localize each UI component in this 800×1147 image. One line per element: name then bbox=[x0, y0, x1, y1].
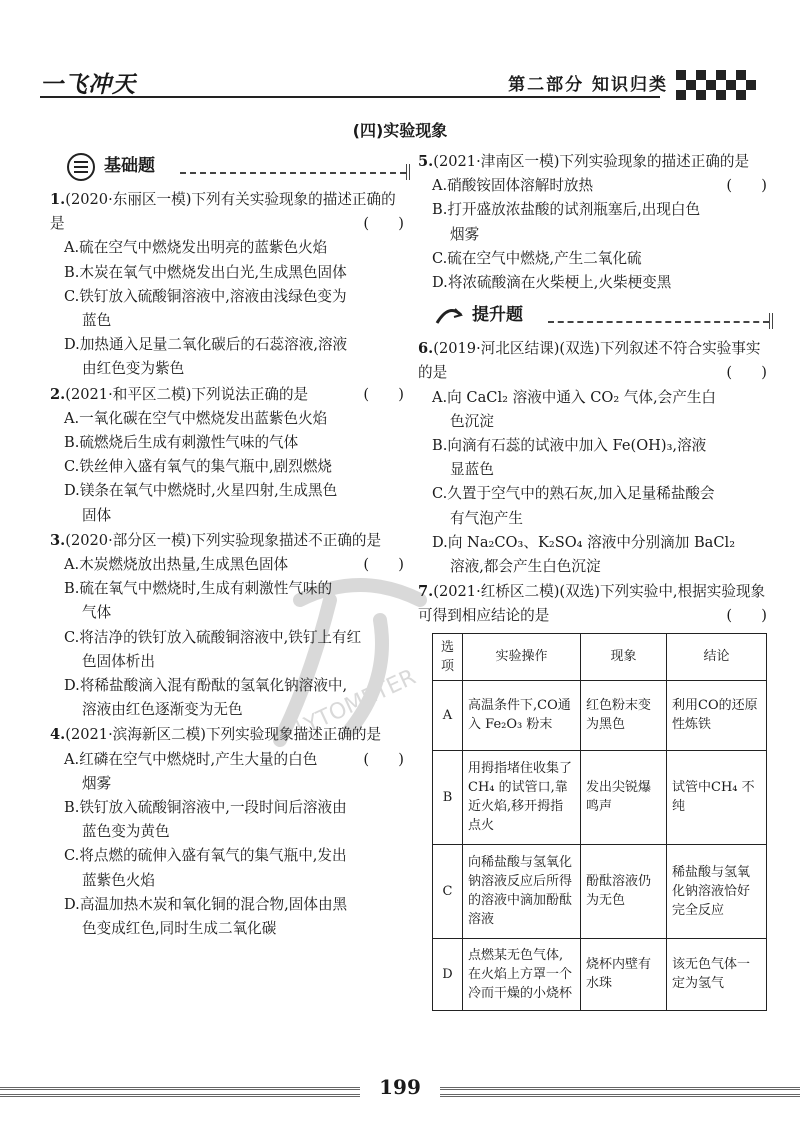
option-b: B.木炭在氧气中燃烧发出白光,生成黑色固体 bbox=[64, 263, 347, 281]
option-b-text: B.硫在氧气中燃烧时,生成有刺激性气味的 bbox=[64, 580, 333, 598]
watermark-text: LYTOMETER bbox=[292, 664, 420, 742]
cell-conclusion: 稀盐酸与氢氧化钠溶液恰好完全反应 bbox=[667, 844, 767, 938]
cell-operation: 向稀盐酸与氢氧化钠溶液反应后所得的溶液中滴加酚酞溶液 bbox=[463, 844, 581, 938]
option-d-cont: 色变成红色,同时生成二氧化碳 bbox=[82, 920, 277, 938]
cell-conclusion: 试管中CH₄ 不纯 bbox=[667, 750, 767, 844]
option-a-text: A.红磷在空气中燃烧时,产生大量的白色 bbox=[64, 750, 318, 768]
option-a: A.硝酸铵固体溶解时放热 bbox=[432, 177, 594, 195]
cell-option: A bbox=[433, 680, 463, 750]
banner-basic-label: 基础题 bbox=[104, 156, 155, 176]
banner-end bbox=[406, 164, 410, 180]
option-b-text: B.向滴有石蕊的试液中加入 Fe(OH)₃,溶液 bbox=[432, 437, 707, 455]
question-number: 5. bbox=[418, 153, 434, 170]
header-conclusion: 结论 bbox=[667, 633, 767, 680]
cell-phenomenon: 发出尖锐爆鸣声 bbox=[581, 750, 667, 844]
option-c-cont: 有气泡产生 bbox=[450, 509, 523, 527]
cell-operation: 点燃某无色气体,在火焰上方罩一个冷而干燥的小烧杯 bbox=[463, 938, 581, 1010]
banner-end bbox=[769, 313, 773, 329]
banner-advanced-label: 提升题 bbox=[472, 305, 523, 326]
cell-phenomenon: 红色粉末变为黑色 bbox=[581, 680, 667, 750]
question-number: 4. bbox=[50, 726, 66, 744]
option-d-cont: 溶液,都会产生白色沉淀 bbox=[450, 558, 601, 576]
option-a: A.木炭燃烧放出热量,生成黑色固体 bbox=[64, 556, 289, 574]
cell-operation: 高温条件下,CO通入 Fe₂O₃ 粉末 bbox=[463, 680, 581, 750]
table-row bbox=[433, 938, 767, 1010]
answer-blank: ( ) bbox=[363, 385, 404, 403]
footer-ornament-right bbox=[440, 1087, 800, 1097]
option-b-text: B.打开盛放浓盐酸的试剂瓶塞后,出现白色 bbox=[432, 201, 701, 219]
question-2 bbox=[50, 383, 410, 528]
question-stem: (2020·部分区一模)下列实验现象描述不正确的是 bbox=[65, 531, 382, 549]
question-7 bbox=[418, 580, 773, 1010]
answer-blank: ( ) bbox=[726, 607, 767, 625]
question-number: 3. bbox=[50, 531, 66, 549]
option-b bbox=[50, 796, 410, 844]
option-c bbox=[418, 482, 773, 530]
option-d-text: D.镁条在氧气中燃烧时,火星四射,生成黑色 bbox=[64, 482, 338, 500]
option-d-text: D.高温加热木炭和氧化铜的混合物,固体由黑 bbox=[64, 895, 348, 913]
basic-badge-icon bbox=[66, 152, 96, 182]
experiment-table bbox=[432, 633, 767, 1011]
table-row bbox=[433, 844, 767, 938]
option-b-cont: 气体 bbox=[82, 604, 112, 622]
option-c bbox=[50, 844, 410, 892]
answer-blank: ( ) bbox=[726, 177, 767, 195]
book-logo: 一飞冲天 bbox=[40, 72, 136, 98]
option-a bbox=[418, 386, 773, 434]
footer-ornament-left bbox=[0, 1087, 360, 1097]
table-header-row bbox=[433, 633, 767, 680]
question-5 bbox=[418, 150, 773, 295]
answer-blank: ( ) bbox=[363, 556, 404, 574]
answer-blank: ( ) bbox=[363, 750, 404, 768]
header-option: 选项 bbox=[433, 633, 463, 680]
cell-phenomenon: 酚酞溶液仍为无色 bbox=[581, 844, 667, 938]
question-number: 1. bbox=[50, 191, 66, 208]
right-column bbox=[418, 150, 773, 1012]
header-phenomenon: 现象 bbox=[581, 633, 667, 680]
option-b bbox=[418, 434, 773, 482]
question-1 bbox=[50, 188, 410, 382]
option-d-cont: 由红色变为紫色 bbox=[82, 360, 185, 378]
option-a-cont: 烟雾 bbox=[82, 774, 112, 792]
cell-option: D bbox=[433, 938, 463, 1010]
watermark-logo-icon bbox=[240, 560, 470, 760]
option-c-text: C.将洁净的铁钉放入硫酸铜溶液中,铁钉上有红 bbox=[64, 628, 362, 646]
header-section-title: 第二部分 知识归类 bbox=[508, 75, 668, 95]
question-stem: (2020·东丽区一模)下列有关实验现象的描述正确的是 bbox=[50, 191, 396, 233]
option-d-text: D.向 Na₂CO₃、K₂SO₄ 溶液中分别滴加 BaCl₂ bbox=[432, 533, 736, 551]
option-d: D.将浓硫酸滴在火柴梗上,火柴梗变黑 bbox=[432, 274, 672, 292]
banner-rule bbox=[180, 172, 406, 174]
advanced-badge-icon bbox=[434, 301, 464, 331]
option-b-text: B.铁钉放入硫酸铜溶液中,一段时间后溶液由 bbox=[64, 799, 347, 817]
option-a: A.硫在空气中燃烧发出明亮的蓝紫色火焰 bbox=[64, 239, 328, 257]
option-b: B.硫燃烧后生成有刺激性气味的气体 bbox=[64, 434, 299, 452]
page-number: 199 bbox=[379, 1075, 421, 1099]
option-b-cont: 蓝色变为黄色 bbox=[82, 823, 170, 841]
option-d bbox=[50, 333, 410, 381]
cell-option: B bbox=[433, 750, 463, 844]
option-d bbox=[418, 531, 773, 579]
option-c-text: C.久置于空气中的熟石灰,加入足量稀盐酸会 bbox=[432, 485, 715, 503]
page-header bbox=[40, 64, 760, 100]
option-b-cont: 烟雾 bbox=[450, 225, 480, 243]
banner-advanced bbox=[418, 299, 773, 333]
question-stem: (2021·津南区一模)下列实验现象的描述正确的是 bbox=[433, 153, 750, 170]
header-operation: 实验操作 bbox=[463, 633, 581, 680]
option-b-cont: 显蓝色 bbox=[450, 461, 494, 479]
option-d bbox=[50, 893, 410, 941]
option-b bbox=[418, 198, 773, 246]
option-a: A.一氧化碳在空气中燃烧发出蓝紫色火焰 bbox=[64, 409, 328, 427]
banner-basic bbox=[50, 150, 410, 184]
question-number: 6. bbox=[418, 340, 434, 358]
question-number: 7. bbox=[418, 583, 434, 601]
cell-option: C bbox=[433, 844, 463, 938]
question-stem: (2019·河北区结课)(双选)下列叙述不符合实验事实的是 bbox=[418, 340, 761, 382]
page-footer bbox=[0, 1075, 800, 1115]
option-a-cont: 色沉淀 bbox=[450, 412, 494, 430]
option-c-text: C.将点燃的硫伸入盛有氧气的集气瓶中,发出 bbox=[64, 847, 347, 865]
option-d-text: D.加热通入足量二氧化碳后的石蕊溶液,溶液 bbox=[64, 336, 348, 354]
option-c bbox=[50, 285, 410, 333]
option-d-cont: 固体 bbox=[82, 506, 112, 524]
question-stem: (2021·和平区二模)下列说法正确的是 bbox=[65, 385, 309, 403]
cell-conclusion: 该无色气体一定为氢气 bbox=[667, 938, 767, 1010]
answer-blank: ( ) bbox=[726, 364, 767, 382]
question-stem: (2021·红桥区二模)(双选)下列实验中,根据实验现象可得到相应结论的是 bbox=[418, 583, 766, 625]
cell-conclusion: 利用CO的还原性炼铁 bbox=[667, 680, 767, 750]
option-d-text: D.将稀盐酸滴入混有酚酞的氢氧化钠溶液中, bbox=[64, 677, 348, 695]
question-6 bbox=[418, 337, 773, 579]
checker-pattern-icon bbox=[676, 70, 760, 100]
table-row bbox=[433, 750, 767, 844]
option-d bbox=[50, 479, 410, 527]
question-stem: (2021·滨海新区二模)下列实验现象描述正确的是 bbox=[65, 726, 382, 744]
question-number: 2. bbox=[50, 385, 66, 403]
cell-phenomenon: 烧杯内壁有水珠 bbox=[581, 938, 667, 1010]
table-row bbox=[433, 680, 767, 750]
answer-blank: ( ) bbox=[363, 215, 404, 233]
banner-rule bbox=[548, 321, 769, 323]
option-d-cont: 溶液由红色逐渐变为无色 bbox=[82, 701, 243, 719]
option-c: C.铁丝伸入盛有氧气的集气瓶中,剧烈燃烧 bbox=[64, 458, 333, 476]
option-c-cont: 蓝色 bbox=[82, 312, 112, 330]
option-c: C.硫在空气中燃烧,产生二氧化硫 bbox=[432, 249, 642, 267]
option-a-text: A.向 CaCl₂ 溶液中通入 CO₂ 气体,会产生白 bbox=[432, 388, 717, 406]
option-c-cont: 蓝紫色火焰 bbox=[82, 871, 155, 889]
section-title: (四)实验现象 bbox=[352, 121, 448, 140]
option-c-text: C.铁钉放入硫酸铜溶液中,溶液由浅绿色变为 bbox=[64, 287, 347, 305]
option-c-cont: 色固体析出 bbox=[82, 652, 155, 670]
cell-operation: 用拇指堵住收集了CH₄ 的试管口,靠近火焰,移开拇指点火 bbox=[463, 750, 581, 844]
header-divider bbox=[40, 96, 660, 98]
left-column bbox=[50, 150, 410, 942]
